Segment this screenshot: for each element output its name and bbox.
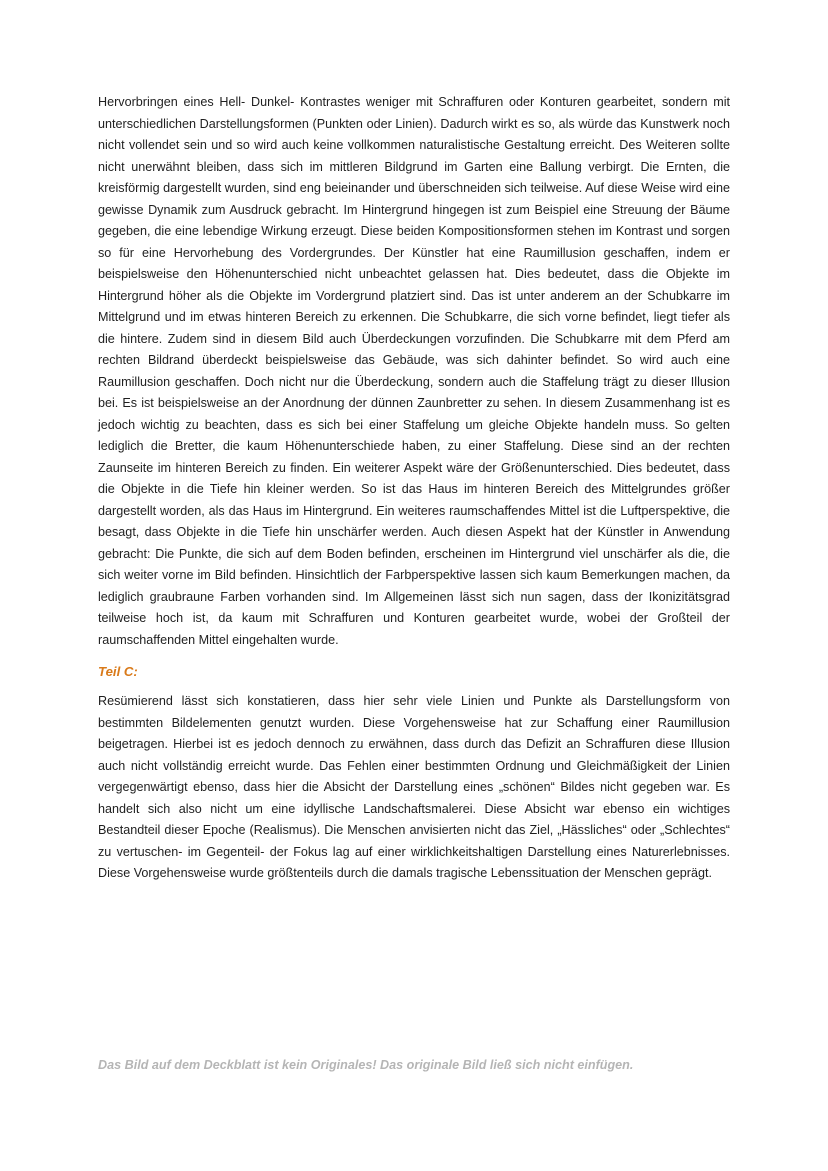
body-paragraph-1: Hervorbringen eines Hell- Dunkel- Kontrastes weniger mit Schraffuren oder Konturen gearbeitet, sondern mit unterschiedlichen Darstellungsformen (Punkten oder Linien). Dadurch wirkt es so, als würde das Kunstwerk noch nicht vollendet sein und so wird auch keine vollkommen naturalistische Gestaltung erreicht. Des Weiteren sollte nicht unerwähnt bleiben, dass sich im mittleren Bildgrund im Garten eine Ballung verbirgt. Die Ernten, die kreisförmig dargestellt wurden, sind eng beieinander und überschneiden sich teilweise. Auf diese Weise wird eine gewisse Dynamik zum Ausdruck gebracht. Im Hintergrund hingegen ist zum Beispiel eine Streuung der Bäume gegeben, die eine lebendige Wirkung erzeugt. Diese beiden Kompositionsformen stehen im Kontrast und sorgen so für eine Hervorhebung des Vordergrundes. Der Künstler hat eine Raumillusion geschaffen, indem er beispielsweise den Höhenunterschied nicht unbeachtet gelassen hat. Dies bedeutet, dass die Objekte im Hintergrund höher als die Objekte im Vordergrund platziert sind. Das ist unter anderem an der Schubkarre im Mittelgrund und im etwas hinteren Bereich zu erkennen. Die Schubkarre, die sich vorne befindet, liegt tiefer als die hintere. Zudem sind in diesem Bild auch Überdeckungen vorzufinden. Die Schubkarre mit dem Pferd am rechten Bildrand überdeckt beispielsweise das Gebäude, was sich dahinter befindet. So wird auch eine Raumillusion geschaffen. Doch nicht nur die Überdeckung, sondern auch die Staffelung trägt zu dieser Illusion bei. Es ist beispielsweise an der Anordnung der dünnen Zaunbretter zu sehen. In diesem Zusammenhang ist es jedoch wichtig zu beachten, dass es sich bei einer Staffelung um gleiche Objekte handeln muss. So gelten lediglich die Bretter, die kaum Höhenunterschiede haben, zu einer Staffelung. Diese sind an der rechten Zaunseite im hinteren Bereich zu finden. Ein weiterer Aspekt wäre der Größenunterschied. Dies bedeutet, dass die Objekte in die Tiefe hin kleiner werden. So ist das Haus im hinteren Bereich des Mittelgrundes größer dargestellt worden, als das Haus im Hintergrund. Ein weiteres raumschaffendes Mittel ist die Luftperspektive, die besagt, dass Objekte in die Tiefe hin unschärfer werden. Auch diesen Aspekt hat der Künstler in Anwendung gebracht: Die Punkte, die sich auf dem Boden befinden, erscheinen im Hintergrund viel unschärfer als die, die sich weiter vorne im Bild befinden. Hinsichtlich der Farbperspektive lassen sich kaum Bemerkungen machen, da lediglich graubraune Farben vorhanden sind. Im Allgemeinen lässt sich nun sagen, dass der Ikonizitätsgrad teilweise hoch ist, da kaum mit Schraffuren und Konturen gearbeitet wurde, wobei der Großteil der raumschaffenden Mittel eingehalten wurde.	[98, 95, 730, 647]
document-page	[98, 92, 730, 885]
section-heading-teil-c: Teil C:	[98, 664, 138, 679]
footer-note: Das Bild auf dem Deckblatt ist kein Originales! Das originale Bild ließ sich nicht einfügen.	[98, 1058, 634, 1072]
body-paragraph-2: Resümierend lässt sich konstatieren, dass hier sehr viele Linien und Punkte als Darstellungsform von bestimmten Bildelementen genutzt wurden. Diese Vorgehensweise hat zur Schaffung einer Raumillusion beigetragen. Hierbei ist es jedoch dennoch zu erwähnen, dass durch das Defizit an Schraffuren diese Illusion auch nicht vollständig erreicht wurde. Das Fehlen einer bestimmten Ordnung und Gleichmäßigkeit der Linien vergegenwärtigt ebenso, dass hier die Absicht der Darstellung eines „schönen“ Bildes nicht gegeben war. Es handelt sich also nicht um eine idyllische Landschaftsmalerei. Diese Absicht war ebenso ein wichtiges Bestandteil dieser Epoche (Realismus). Die Menschen anvisierten nicht das Ziel, „Hässliches“ oder „Schlechtes“ zu vertuschen- im Gegenteil- der Fokus lag auf einer wirklichkeitshaltigen Darstellung eines Naturerlebnisses. Diese Vorgehensweise wurde größtenteils durch die damals tragische Lebenssituation der Menschen geprägt.	[98, 694, 730, 880]
